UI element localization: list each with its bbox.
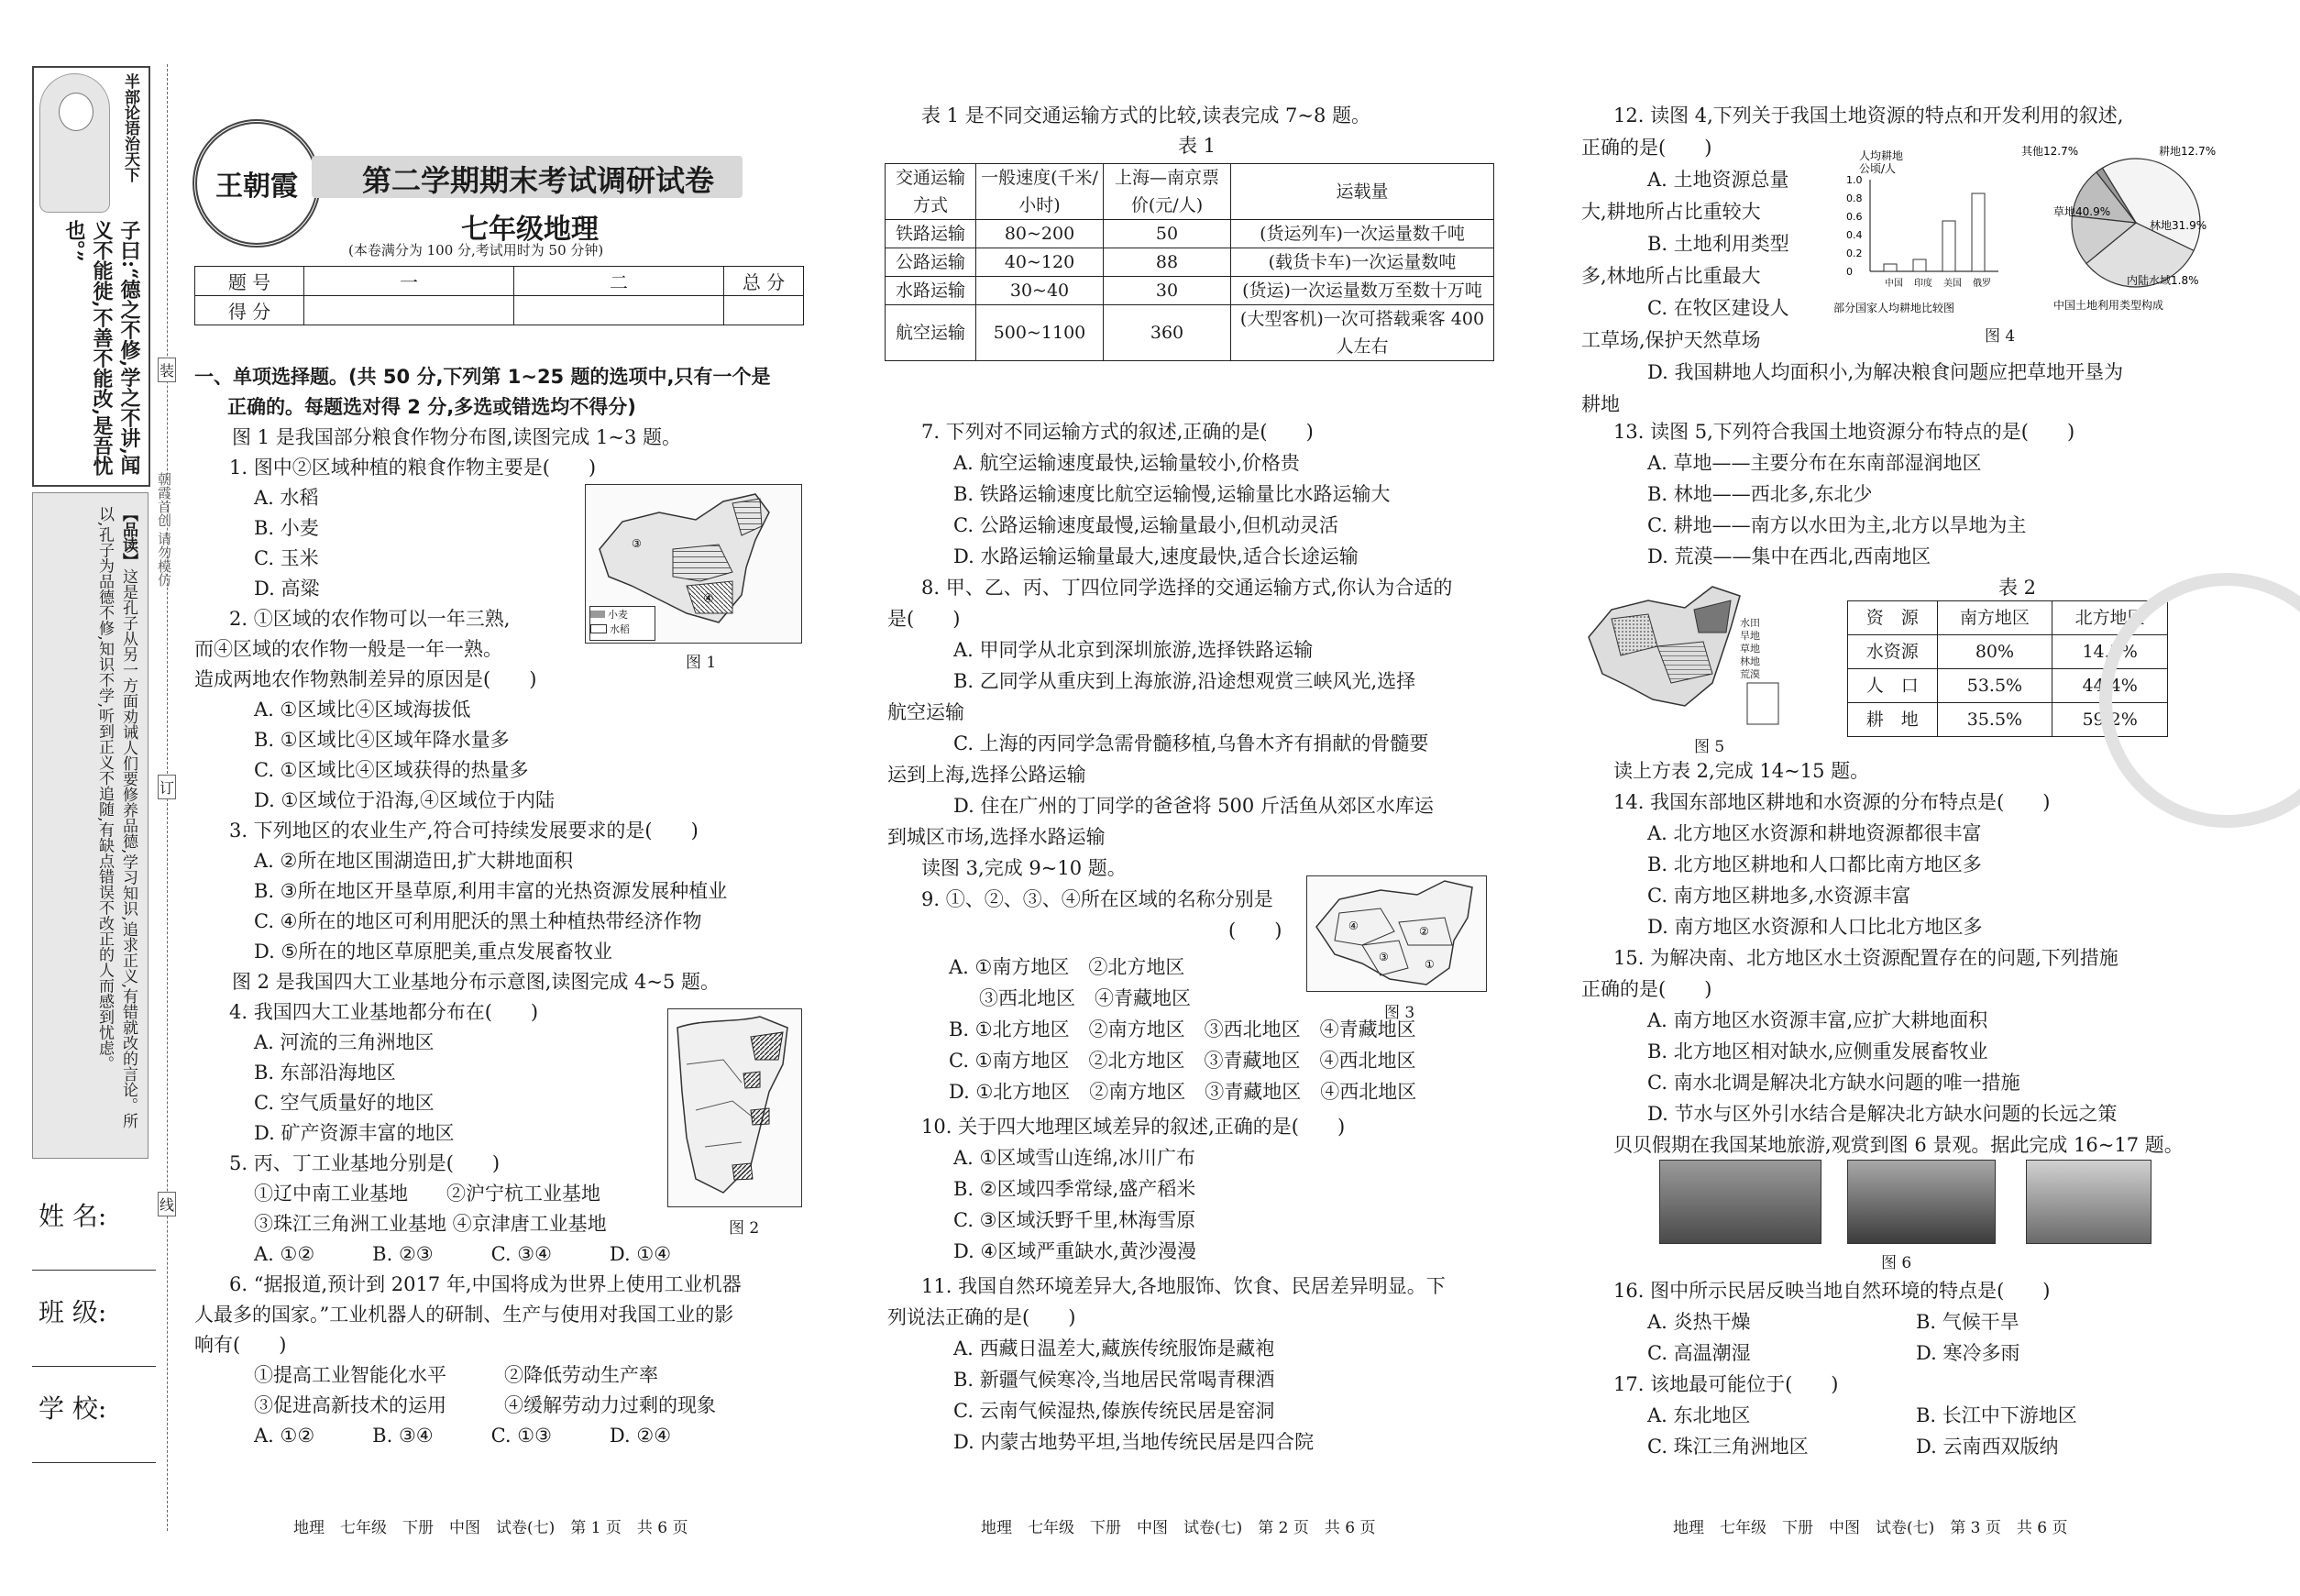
sidebar-commentary-box <box>32 492 149 1159</box>
footer-page-1: 地理 七年级 下册 中图 试卷(七) 第 1 页 共 6 页 <box>293 1519 688 1537</box>
table2-r3-c3: 59.2% <box>2052 703 2168 737</box>
q5-stem: 5. 丙、丁工业基地分别是( ) <box>229 1152 501 1174</box>
table1-intro: 表 1 是不同交通运输方式的比较,读表完成 7~8 题。 <box>921 105 1371 127</box>
sidebar-quote-box <box>32 66 150 487</box>
brand-logo <box>193 119 321 248</box>
q15-option-c[interactable]: C. 南水北调是解决北方缺水问题的唯一措施 <box>1647 1072 2020 1094</box>
q2-option-d[interactable]: D. ①区域位于沿海,④区域位于内陆 <box>254 789 555 811</box>
fig4-category-label: 俄罗 <box>1973 279 1991 289</box>
q9-option-b[interactable]: B. ①北方地区 ②南方地区 ③西北地区 ④青藏地区 <box>949 1018 1416 1040</box>
cut-label-2: 订 <box>158 775 176 799</box>
q1-stem: 1. 图中②区域种植的粮食作物主要是( ) <box>229 457 597 479</box>
q17-option-b[interactable]: B. 长江中下游地区 <box>1916 1404 2077 1426</box>
sidebar-quote-header: 半部论语治天下 <box>121 73 139 182</box>
table1-r4-c2: 500~1100 <box>976 305 1104 361</box>
score-table <box>194 266 804 325</box>
figure-3-map <box>1306 875 1487 992</box>
q15-option-d[interactable]: D. 节水与区外引水结合是解决北方缺水问题的长远之策 <box>1647 1103 2118 1125</box>
q8-stem-1: 8. 甲、乙、丙、丁四位同学选择的交通运输方式,你认为合适的 <box>921 577 1453 599</box>
section-header: 一、单项选择题。(共 50 分,下列第 1~25 题的选项中,只有一个是 <box>194 366 771 388</box>
q2-stem-2: 而④区域的农作物一般是一年一熟。 <box>194 638 502 660</box>
land-use-pie <box>2017 142 2255 316</box>
figure-2-caption: 图 2 <box>729 1219 760 1238</box>
q7-option-a[interactable]: A. 航空运输速度最快,运输量较小,价格贵 <box>953 452 1300 474</box>
name-label: 姓 名: <box>39 1201 107 1231</box>
fig4-bar-caption: 部分国家人均耕地比较图 <box>1833 302 1955 314</box>
table2-head-3: 北方地区 <box>2052 601 2168 635</box>
page-subtitle: 七年级地理 <box>461 214 599 246</box>
table1-r1-c4: (货运列车)一次运量数千吨 <box>1231 220 1494 248</box>
table1-r2-c3: 88 <box>1104 248 1231 277</box>
table1-head-mode: 交通运输方式 <box>886 164 976 220</box>
fig5-legend-dryland: 旱地 <box>1740 630 1760 642</box>
q16-option-c[interactable]: C. 高温潮湿 <box>1647 1342 1751 1364</box>
q6-options-1: ①提高工业智能化水平 ②降低劳动生产率 <box>254 1364 658 1386</box>
q7-stem: 7. 下列对不同运输方式的叙述,正确的是( ) <box>921 421 1314 443</box>
table1-head-price: 上海—南京票价(元/人) <box>1104 164 1231 220</box>
sidebar-commentary <box>93 506 140 1148</box>
q12-option-c-cont: 工草场,保护天然草场 <box>1581 329 1761 351</box>
q17-option-c[interactable]: C. 珠江三角洲地区 <box>1647 1436 1809 1458</box>
fig4-tick-label: 0 <box>1846 266 1853 278</box>
table2-r2-c1: 人 口 <box>1848 669 1938 703</box>
q2-stem-1: 2. ①区域的农作物可以一年三熟, <box>229 608 511 630</box>
q5-answers[interactable]: A. ①② B. ②③ C. ③④ D. ①④ <box>254 1243 672 1265</box>
table2-r3-c2: 35.5% <box>1937 703 2052 737</box>
score-head-1: 题 号 <box>195 267 304 296</box>
q4-option-c[interactable]: C. 空气质量好的地区 <box>254 1092 435 1114</box>
q3-option-c[interactable]: C. ④所在的地区可利用肥沃的黑土种植热带经济作物 <box>254 910 702 932</box>
q13-stem: 13. 读图 5,下列符合我国土地资源分布特点的是( ) <box>1613 421 2075 443</box>
q12-option-d[interactable]: D. 我国耕地人均面积小,为解决粮食问题应把草地开垦为 <box>1647 361 2124 383</box>
fig1-legend <box>589 606 655 641</box>
footer-page-2: 地理 七年级 下册 中图 试卷(七) 第 2 页 共 6 页 <box>981 1519 1376 1537</box>
table1-r1-c3: 50 <box>1104 220 1231 248</box>
figure-6-caption: 图 6 <box>1881 1254 1912 1272</box>
q3-option-d[interactable]: D. ⑤所在的地区草原肥美,重点发展畜牧业 <box>254 941 612 963</box>
svg-text:②: ② <box>1419 925 1429 938</box>
q6-answers[interactable]: A. ①② B. ③④ C. ①③ D. ②④ <box>254 1425 672 1447</box>
score-row-label: 得 分 <box>195 296 304 325</box>
q13-option-d[interactable]: D. 荒漠——集中在西北,西南地区 <box>1647 545 1931 567</box>
score-cell-total[interactable] <box>724 296 804 325</box>
cut-label-3: 线 <box>158 1192 176 1216</box>
table1-r2-c2: 40~120 <box>976 248 1104 277</box>
industrial-bases-map <box>668 1009 801 1206</box>
figure-5-map <box>1584 582 1790 729</box>
q3-stem: 3. 下列地区的农业生产,符合可持续发展要求的是( ) <box>229 820 699 842</box>
q17-option-a[interactable]: A. 东北地区 <box>1647 1404 1751 1426</box>
transport-table <box>885 163 1494 361</box>
q2-stem-3: 造成两地农作物熟制差异的原因是( ) <box>194 668 537 690</box>
q12-option-b-cont: 多,林地所占比重最大 <box>1581 265 1761 287</box>
q4-option-d[interactable]: D. 矿产资源丰富的地区 <box>254 1122 455 1144</box>
q1-option-b[interactable]: B. 小麦 <box>254 517 319 539</box>
pie-grass-text: 草地40.9% <box>2053 205 2111 218</box>
q12-option-a-cont: 大,耕地所占比重较大 <box>1581 201 1761 223</box>
fig4-pie-caption: 中国土地利用类型构成 <box>2053 299 2164 312</box>
q10-option-d[interactable]: D. ④区域严重缺水,黄沙漫漫 <box>953 1240 1196 1262</box>
svg-text:④: ④ <box>1348 919 1359 932</box>
fig4-tick-label: 0.8 <box>1846 193 1863 204</box>
pie-label-cropland: 耕地12.7% <box>2159 145 2217 158</box>
figure-2-map <box>667 1008 802 1207</box>
table1-r4-c4: (大型客机)一次可搭载乘客 400 人左右 <box>1231 305 1494 361</box>
q11-option-a[interactable]: A. 西藏日温差大,藏族传统服饰是藏袍 <box>953 1337 1275 1359</box>
q14-option-c[interactable]: C. 南方地区耕地多,水资源丰富 <box>1647 885 1911 907</box>
q4-option-b[interactable]: B. 东部沿海地区 <box>254 1062 396 1084</box>
figure-1-map <box>585 484 802 644</box>
q5-options-1: ①辽中南工业基地 ②沪宁杭工业基地 <box>254 1183 600 1205</box>
q14-option-a[interactable]: A. 北方地区水资源和耕地资源都很丰富 <box>1647 822 1982 844</box>
q15-stem-1: 15. 为解决南、北方地区水土资源配置存在的问题,下列措施 <box>1613 947 2118 969</box>
q11-stem-1: 11. 我国自然环境差异大,各地服饰、饮食、民居差异明显。下 <box>921 1275 1446 1297</box>
q14-option-d[interactable]: D. 南方地区水资源和人口比北方地区多 <box>1647 916 1983 938</box>
legend-rice: 水稻 <box>610 623 630 635</box>
table1-head-speed: 一般速度(千米/小时) <box>976 164 1104 220</box>
pie-label-grassland <box>2053 204 2110 218</box>
fig4-tick-label: 0.2 <box>1846 248 1863 259</box>
q7-option-c[interactable]: C. 公路运输速度最慢,运输量最小,但机动灵活 <box>953 514 1339 536</box>
q12-option-b[interactable]: B. 土地利用类型 <box>1647 233 1789 255</box>
q1-option-d[interactable]: D. 高粱 <box>254 578 320 600</box>
q7-option-b[interactable]: B. 铁路运输速度比航空运输慢,运输量比水路运输大 <box>953 483 1391 505</box>
table2-r1-c1: 水资源 <box>1848 635 1938 669</box>
q9-option-c[interactable]: C. ①南方地区 ②北方地区 ③青藏地区 ④西北地区 <box>949 1050 1416 1072</box>
q8-stem-2: 是( ) <box>887 608 961 630</box>
svg-text:③: ③ <box>632 537 642 550</box>
q12-option-c[interactable]: C. 在牧区建设人 <box>1647 297 1789 319</box>
fig4-tick-label: 0.4 <box>1846 229 1863 241</box>
fig4-bar-title: 人均耕地 <box>1859 149 1904 162</box>
q16-option-a[interactable]: A. 炎热干燥 <box>1647 1311 1751 1333</box>
table2-r2-c2: 53.5% <box>1937 669 2052 703</box>
q14-stem: 14. 我国东部地区耕地和水资源的分布特点是( ) <box>1613 791 2051 813</box>
q16-stem: 16. 图中所示民居反映当地自然环境的特点是( ) <box>1613 1280 2051 1302</box>
table2-r1-c2: 80% <box>1937 635 2052 669</box>
table1-title: 表 1 <box>1178 135 1216 157</box>
q8-option-a[interactable]: A. 甲同学从北京到深圳旅游,选择铁路运输 <box>953 639 1314 661</box>
page-title: 第二学期期末考试调研试卷 <box>362 163 715 198</box>
q9-option-d[interactable]: D. ①北方地区 ②南方地区 ③青藏地区 ④西北地区 <box>949 1081 1417 1103</box>
q9-option-a-cont: ③西北地区 ④青藏地区 <box>979 987 1191 1009</box>
q6-stem-1: 6. “据报道,预计到 2017 年,中国将成为世界上使用工业机器 <box>229 1273 742 1295</box>
q16-option-b[interactable]: B. 气候干旱 <box>1916 1311 2019 1333</box>
q13-option-c[interactable]: C. 耕地——南方以水田为主,北方以旱地为主 <box>1647 514 2027 536</box>
figure-1-caption: 图 1 <box>686 654 717 672</box>
q11-option-b[interactable]: B. 新疆气候寒冷,当地居民常喝青稞酒 <box>953 1369 1275 1391</box>
figure-4-pie-chart <box>2017 142 2255 316</box>
fig4-bar <box>1942 221 1955 271</box>
intro-fig3: 读图 3,完成 9~10 题。 <box>921 857 1127 879</box>
score-head-3: 二 <box>514 267 724 296</box>
table1-r1-c1: 铁路运输 <box>886 220 976 248</box>
q2-option-c[interactable]: C. ①区域比④区域获得的热量多 <box>254 759 529 781</box>
name-field[interactable] <box>32 1270 156 1271</box>
china-regions-map <box>1307 876 1486 991</box>
q12-option-d-cont: 耕地 <box>1581 393 1620 415</box>
table2-title: 表 2 <box>1998 577 2037 599</box>
commentary-text: 这是孔子从另一方面劝诫人们要修养品德,学习知识,追求正义,有错就改的言论。所以,孔子为品德不修,知识不学,听到正义不追随,有缺点错误不改正的人而感到忧虑。 <box>95 506 138 1129</box>
q12-stem-2: 正确的是( ) <box>1581 137 1712 159</box>
fig4-category-label: 印度 <box>1914 279 1932 289</box>
table1-r2-c1: 公路运输 <box>886 248 976 277</box>
figure-4-caption: 图 4 <box>1985 327 2016 346</box>
pie-label-water: 内陆水域1.8% <box>2127 274 2199 287</box>
table1-r2-c4: (载货卡车)一次运量数吨 <box>1231 248 1494 277</box>
figure-4-bar-chart <box>1833 147 2017 316</box>
fig4-bar <box>1913 259 1926 271</box>
q5-options-2: ③珠江三角洲工业基地 ④京津唐工业基地 <box>254 1213 607 1235</box>
q8-option-c-cont: 运到上海,选择公路运输 <box>887 764 1086 786</box>
intro-fig2: 图 2 是我国四大工业基地分布示意图,读图完成 4~5 题。 <box>232 971 721 993</box>
table2-r2-c3: 44.4% <box>2052 669 2168 703</box>
q9-option-a[interactable]: A. ①南方地区 ②北方地区 <box>949 956 1185 978</box>
class-field[interactable] <box>32 1366 156 1367</box>
table2-head-1: 资 源 <box>1848 601 1938 635</box>
q6-stem-2: 人最多的国家。”工业机器人的研制、生产与使用对我国工业的影 <box>194 1304 734 1326</box>
q10-option-b[interactable]: B. ②区域四季常绿,盛产稻米 <box>953 1178 1196 1200</box>
intro-fig1: 图 1 是我国部分粮食作物分布图,读图完成 1~3 题。 <box>232 426 682 448</box>
fig4-bar <box>1972 193 1985 271</box>
pie-label-other: 其他12.7% <box>2021 145 2079 158</box>
school-label: 学 校: <box>39 1393 107 1424</box>
q2-option-b[interactable]: B. ①区域比④区域年降水量多 <box>254 729 510 751</box>
exam-note: (本卷满分为 100 分,考试用时为 50 分钟) <box>348 242 604 259</box>
table2-r3-c1: 耕 地 <box>1848 703 1938 737</box>
q8-option-d[interactable]: D. 住在广州的丁同学的爸爸将 500 斤活鱼从郊区水库运 <box>953 795 1434 817</box>
q3-option-a[interactable]: A. ②所在地区围湖造田,扩大耕地面积 <box>254 850 574 872</box>
score-cell-1[interactable] <box>304 296 514 325</box>
q8-option-d-cont: 到城区市场,选择水路运输 <box>887 826 1106 848</box>
q15-option-a[interactable]: A. 南方地区水资源丰富,应扩大耕地面积 <box>1647 1009 1988 1031</box>
school-field[interactable] <box>32 1462 156 1463</box>
table1-r4-c1: 航空运输 <box>886 305 976 361</box>
intro-fig6: 贝贝假期在我国某地旅游,观赏到图 6 景观。据此完成 16~17 题。 <box>1613 1134 2184 1156</box>
score-head-4: 总 分 <box>724 267 804 296</box>
q15-stem-2: 正确的是( ) <box>1581 978 1712 1000</box>
legend-wheat: 小麦 <box>608 609 628 621</box>
fig4-category-label: 美国 <box>1943 279 1962 289</box>
q1-option-a[interactable]: A. 水稻 <box>254 487 319 509</box>
fig6-photo-water-festival <box>1659 1160 1821 1244</box>
q12-stem-1: 12. 读图 4,下列关于我国土地资源的特点和开发利用的叙述, <box>1613 105 2124 127</box>
table1-r3-c1: 水路运输 <box>886 277 976 305</box>
fig4-category-label: 中国 <box>1885 279 1903 289</box>
fig4-tick-label: 0.6 <box>1846 211 1863 223</box>
commentary-label: 【品读】 <box>119 506 138 568</box>
q1-option-c[interactable]: C. 玉米 <box>254 547 319 569</box>
table1-r3-c2: 30~40 <box>976 277 1104 305</box>
fig4-tick-label: 1.0 <box>1846 174 1863 186</box>
pie-label-forest: 林地31.9% <box>2150 219 2207 232</box>
table1-r3-c4: (货运)一次运量数万至数十万吨 <box>1231 277 1494 305</box>
q10-option-a[interactable]: A. ①区域雪山连绵,冰川广布 <box>953 1147 1196 1169</box>
fig5-legend-paddy: 水田 <box>1740 617 1760 629</box>
fig6-photo-elephants <box>1847 1160 1996 1244</box>
table1-r3-c3: 30 <box>1104 277 1231 305</box>
table1-head-capacity: 运载量 <box>1231 164 1494 220</box>
table1-r1-c2: 80~200 <box>976 220 1104 248</box>
q8-option-b[interactable]: B. 乙同学从重庆到上海旅游,沿途想观赏三峡风光,选择 <box>953 670 1416 692</box>
q14-option-b[interactable]: B. 北方地区耕地和人口都比南方地区多 <box>1647 853 1982 875</box>
q13-option-a[interactable]: A. 草地——主要分布在东南部湿润地区 <box>1647 452 1982 474</box>
figure-3-caption: 图 3 <box>1384 1004 1415 1022</box>
q7-option-d[interactable]: D. 水路运输运输量最大,速度最快,适合长途运输 <box>953 545 1359 567</box>
q8-option-c[interactable]: C. 上海的丙同学急需骨髓移植,乌鲁木齐有捐献的骨髓要 <box>953 732 1429 754</box>
q4-option-a[interactable]: A. 河流的三角洲地区 <box>254 1031 435 1053</box>
table1-r4-c3: 360 <box>1104 305 1231 361</box>
svg-text:③: ③ <box>1379 951 1389 963</box>
q9-stem-2: ( ) <box>1228 919 1282 941</box>
intro-table2: 读上方表 2,完成 14~15 题。 <box>1613 760 1870 782</box>
cut-label-1: 装 <box>158 358 176 382</box>
q17-option-d[interactable]: D. 云南西双版纳 <box>1916 1436 2059 1458</box>
q3-option-b[interactable]: B. ③所在地区开垦草原,利用丰富的光热资源发展种植业 <box>254 880 728 902</box>
class-label: 班 级: <box>39 1297 107 1327</box>
fig5-legend-grass: 草地 <box>1740 643 1760 655</box>
q11-option-d[interactable]: D. 内蒙古地势平坦,当地传统民居是四合院 <box>953 1431 1315 1453</box>
table2-r1-c3: 14.7% <box>2052 635 2168 669</box>
q17-stem: 17. 该地最可能位于( ) <box>1613 1373 1839 1395</box>
confucius-avatar <box>39 73 110 213</box>
fig5-legend <box>1740 617 1760 681</box>
fig4-bar-unit: 公顷/人 <box>1859 162 1897 175</box>
q13-option-b[interactable]: B. 林地——西北多,东北少 <box>1647 483 1873 505</box>
svg-text:①: ① <box>1425 958 1435 971</box>
fig6-photo-stilt-house <box>2026 1160 2151 1244</box>
score-cell-2[interactable] <box>514 296 724 325</box>
q6-options-2: ③促进高新技术的运用 ④缓解劳动力过剩的现象 <box>254 1394 716 1416</box>
table2-head-2: 南方地区 <box>1937 601 2052 635</box>
sidebar-quote-text: 子曰:“德之不修,学之不讲,闻义不能徙,不善不能改,是吾忧也。” <box>62 220 141 477</box>
land-per-capita-chart <box>1833 147 2017 316</box>
fig5-legend-forest: 林地 <box>1740 655 1760 667</box>
sidebar-stamp: 朝霞首创 请勿模仿 <box>156 472 172 587</box>
footer-page-3: 地理 七年级 下册 中图 试卷(七) 第 3 页 共 6 页 <box>1673 1519 2068 1537</box>
section-header-2: 正确的。每题选对得 2 分,多选或错选均不得分) <box>227 396 636 418</box>
q6-stem-3: 响有( ) <box>194 1334 287 1356</box>
q8-option-b-cont: 航空运输 <box>887 701 964 723</box>
figure-5-caption: 图 5 <box>1694 738 1725 756</box>
q10-option-c[interactable]: C. ③区域沃野千里,林海雪原 <box>953 1209 1196 1231</box>
q16-option-d[interactable]: D. 寒冷多雨 <box>1916 1342 2020 1364</box>
fig4-bar <box>1884 264 1897 271</box>
q11-stem-2: 列说法正确的是( ) <box>887 1306 1076 1328</box>
svg-text:④: ④ <box>703 592 714 606</box>
q11-option-c[interactable]: C. 云南气候湿热,傣族传统民居是窑洞 <box>953 1400 1275 1422</box>
q15-option-b[interactable]: B. 北方地区相对缺水,应侧重发展畜牧业 <box>1647 1040 1988 1062</box>
score-head-2: 一 <box>304 267 514 296</box>
q10-stem: 10. 关于四大地理区域差异的叙述,正确的是( ) <box>921 1116 1346 1138</box>
q12-option-a[interactable]: A. 土地资源总量 <box>1647 169 1789 191</box>
q2-option-a[interactable]: A. ①区域比④区域海拔低 <box>254 699 471 721</box>
brand-name: 王朝霞 <box>215 171 298 203</box>
fig5-legend-desert: 荒漠 <box>1740 668 1760 680</box>
q9-stem-1: 9. ①、②、③、④所在区域的名称分别是 <box>921 888 1273 910</box>
q4-stem: 4. 我国四大工业基地都分布在( ) <box>229 1001 539 1023</box>
